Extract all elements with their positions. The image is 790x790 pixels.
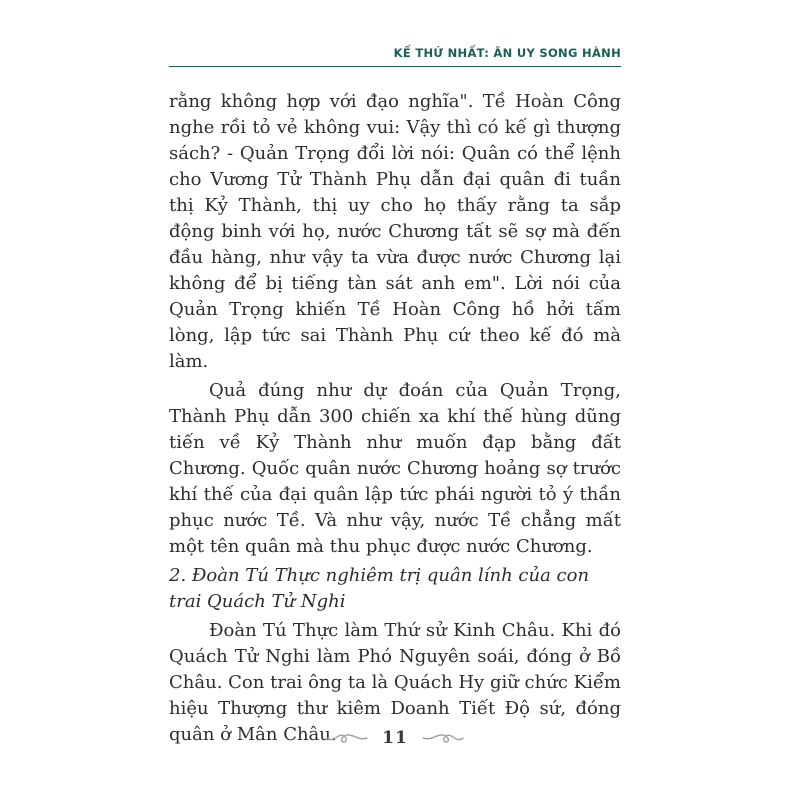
paragraph: Quả đúng như dự đoán của Quản Trọng, Thành Phụ dẫn 300 chiến xa khí thế hùng dũng tiến về Kỷ Thành như muốn đạp bằng đất Chương. Quốc quân nước Chương hoảng sợ trước khí thế của đại quân lập tức phái người tỏ ý thần phục nước Tề. Và như vậy, nước Tề chẳng mất một tên quân mà thu phục được nước Chương. xyxy=(169,380,621,557)
page-number: 11 xyxy=(382,728,408,748)
page-header xyxy=(169,46,621,67)
flourish-left-icon xyxy=(326,730,368,746)
section-heading: 2. Đoàn Tú Thực nghiêm trị quân lính của con trai Quách Tử Nghi xyxy=(169,565,590,612)
running-header-title: KẾ THỨ NHẤT: ÂN UY SONG HÀNH xyxy=(393,46,621,60)
paragraph-continuation: rằng không hợp với đạo nghĩa". Tề Hoàn Công nghe rồi tỏ vẻ không vui: Vậy thì có kế gì thượng sách? - Quản Trọng đổi lời nói: Quân có thể lệnh cho Vương Tử Thành Phụ dẫn đại quân đi tuần thị Kỷ Thành, thị uy cho họ thấy rằng ta sắp động binh với họ, nước Chương tất sẽ sợ mà đến đầu hàng, như vậy ta vừa được nước Chương lại không để bị tiếng tàn sát anh em". Lời nói của Quản Trọng khiến Tề Hoàn Công hồ hởi tấm lòng, lập tức sai Thành Phụ cứ theo kế đó mà làm. xyxy=(169,91,621,372)
flourish-right-icon xyxy=(422,730,464,746)
page-footer xyxy=(0,728,790,748)
paragraph: Đoàn Tú Thực làm Thứ sử Kinh Châu. Khi đó Quách Tử Nghi làm Phó Nguyên soái, đóng ở Bồ Châu. Con trai ông ta là Quách Hy giữ chức Kiểm hiệu Thượng thư kiêm Doanh Tiết Độ sứ, đóng quân ở Mân Châu. xyxy=(169,620,621,745)
page-body xyxy=(169,89,621,748)
